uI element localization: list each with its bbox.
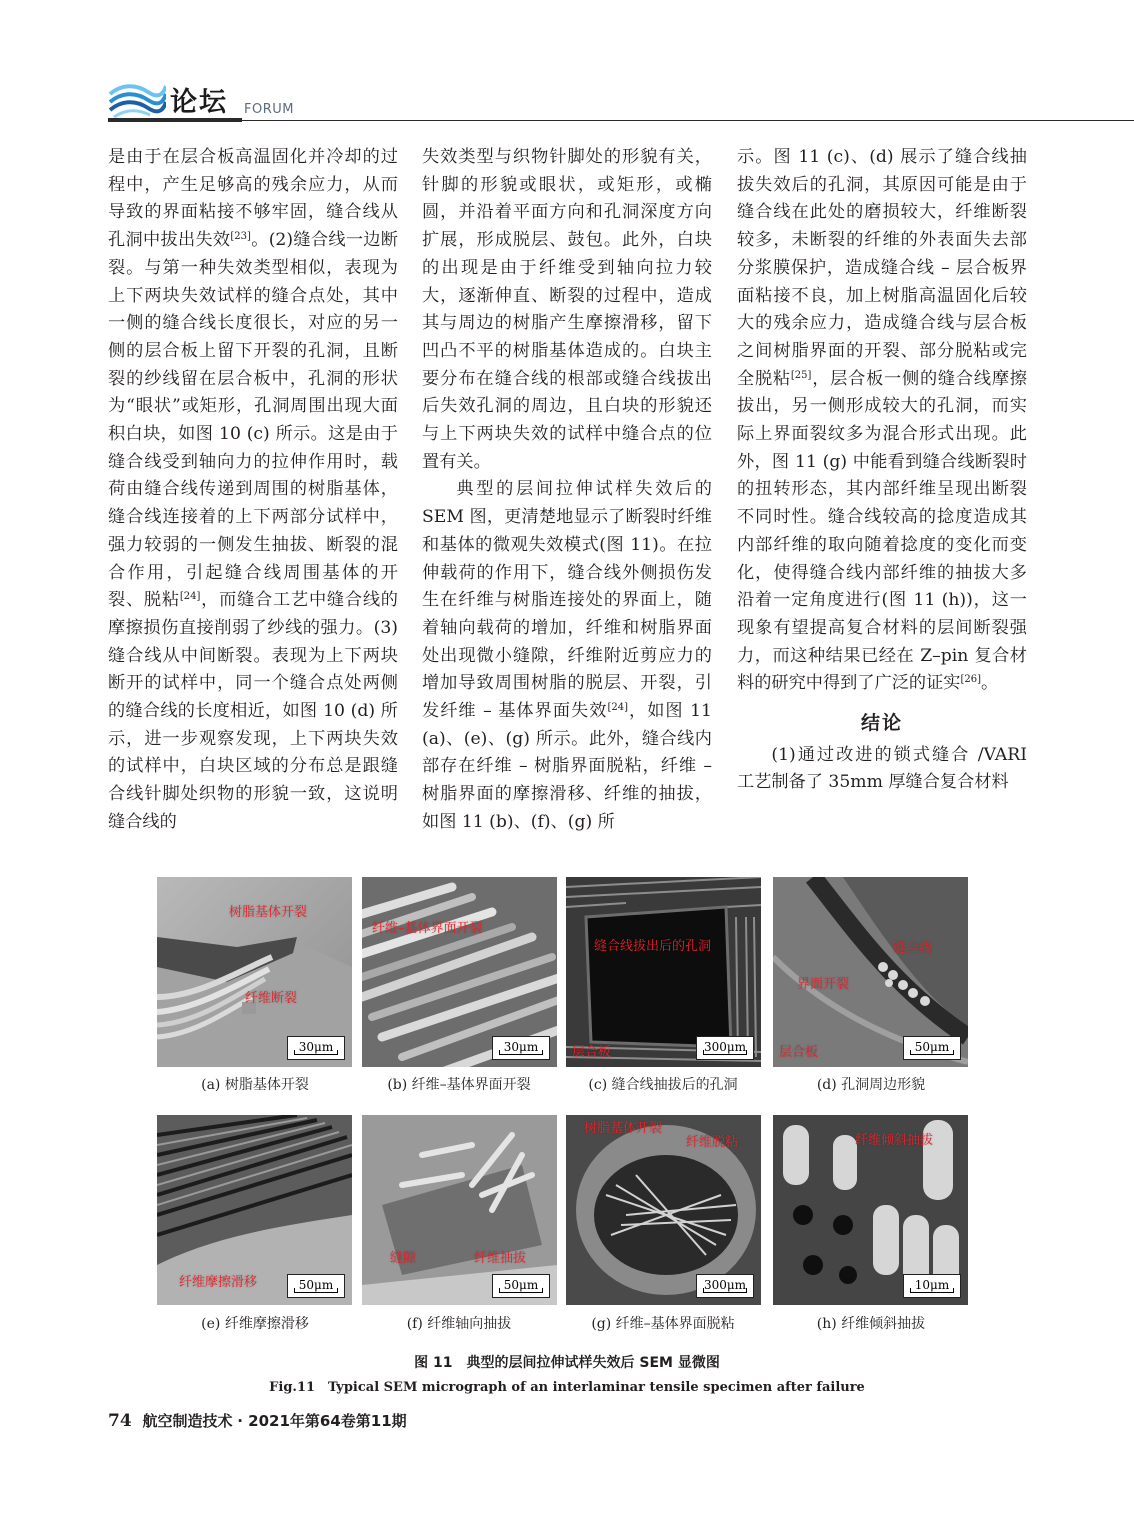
citation: [26] <box>960 674 981 686</box>
panel-caption: (b) 纤维–基体界面开裂 <box>387 1077 531 1093</box>
text-run: 。 <box>980 673 999 694</box>
page-footer <box>108 1410 407 1431</box>
panel-caption: (h) 纤维倾斜抽拔 <box>816 1316 926 1332</box>
annotation: 纤维脱粘 <box>686 1135 739 1150</box>
logo-waves-icon <box>108 80 166 120</box>
text-run: 是由于在层合板高温固化并冷却的过程中，产生足够高的残余应力，从而导致的界面粘接不够牢固，缝合线从孔洞中拔出失效 <box>108 147 398 251</box>
annotation: 缝隙 <box>390 1251 417 1266</box>
section-heading: 结论 <box>860 712 903 735</box>
sem-panel-e <box>157 1115 352 1305</box>
citation: [23] <box>230 231 251 243</box>
citation: [24] <box>179 591 201 603</box>
text-column-1 <box>108 144 398 837</box>
panel-caption: (e) 纤维摩擦滑移 <box>201 1316 309 1332</box>
annotation: 层合板 <box>779 1045 819 1060</box>
journal-issue: · 2021年第64卷第11期 <box>237 1412 407 1430</box>
text-run: 典型的层间拉伸试样失效后的 SEM 图，更清楚地显示了断裂时纤维和基体的微观失效模式(图 11)。在拉伸载荷的作用下，缝合线外侧损伤发生在纤维与树脂连接处的界面上，随着轴向载荷的增加，纤维和树脂界面处出现微小缝隙，纤维附近剪应力的增加导致周围树脂的脱层、开裂，引发纤维 – 基体界面失效 <box>422 479 712 722</box>
page-number: 74 <box>108 1411 132 1431</box>
paragraph <box>108 144 398 837</box>
paragraph: 失效类型与织物针脚处的形貌有关，针脚的形貌或眼状，或矩形，或椭圆，并沿着平面方向和孔洞深度方向扩展，形成脱层、鼓包。此外，白块的出现是由于纤维受到轴向拉力较大，逐渐伸直、断裂的过程中，造成其与周边的树脂产生摩擦滑移，留下凹凸不平的树脂基体造成的。白块主要分布在缝合线的根部或缝合线拔出后失效孔洞的周边，且白块的形貌还与上下两块失效的试样中缝合点的位置有关。 <box>422 147 712 472</box>
panel-caption: (f) 纤维轴向抽拔 <box>406 1316 512 1332</box>
annotation: 缝合线拔出后的孔洞 <box>594 939 712 954</box>
sem-panel-c <box>566 877 761 1067</box>
text-run: 示。图 11 (c)、(d) 展示了缝合线抽拔失效后的孔洞，其原因可能是由于缝合线在此处的磨损较大，纤维断裂较多，未断裂的纤维的外表面失去部分浆膜保护，造成缝合线 – 层合板界面粘接不良，加上树脂高温固化后较大的残余应力，造成缝合线与层合板之间树脂界面的开裂、部分脱粘或完全脱粘 <box>737 147 1027 389</box>
journal-name: 航空制造技术 <box>142 1412 233 1430</box>
paragraph <box>737 144 1027 698</box>
text-column-2 <box>422 144 712 837</box>
figure-title-en: Fig.11 Typical SEM micrograph of an interlaminar tensile specimen after failure <box>269 1380 865 1395</box>
scale-bar: 30μm <box>287 1036 345 1060</box>
annotation: 树脂基体开裂 <box>584 1121 663 1136</box>
page-header <box>108 74 1134 124</box>
scale-bar: 30μm <box>492 1036 550 1060</box>
section-title: 论坛 <box>170 87 228 118</box>
annotation: 纤维断裂 <box>245 991 298 1006</box>
section-subtitle: FORUM <box>244 102 294 117</box>
panel-caption: (a) 树脂基体开裂 <box>201 1077 309 1093</box>
sem-panel-f <box>362 1115 557 1305</box>
sem-panel-a <box>157 877 352 1067</box>
scale-bar: 10μm <box>903 1274 961 1298</box>
header-rule-thin <box>242 120 1134 121</box>
citation: [24] <box>607 702 628 714</box>
citation: [25] <box>790 369 812 381</box>
annotation: 界面开裂 <box>797 977 850 992</box>
annotation: 纤维–基体界面开裂 <box>372 921 483 936</box>
paragraph: (1)通过改进的锁式缝合 /VARI 工艺制备了 35mm 厚缝合复合材料 <box>737 744 1027 793</box>
annotation: 缝合线 <box>893 941 933 956</box>
panel-caption: (g) 纤维–基体界面脱粘 <box>591 1316 735 1332</box>
sem-panel-b <box>362 877 557 1067</box>
header-rule-thick <box>108 118 242 122</box>
text-run: ，层合板一侧的缝合线摩擦拔出，另一侧形成较大的孔洞，而实际上界面裂纹多为混合形式出现。此外，图 11 (g) 中能看到缝合线断裂时的扭转形态，其内部纤维呈现出断裂不同时性。缝合线较高的捻度造成其内部纤维的取向随着捻度的变化而变化，使得缝合线内部纤维的抽拔大多沿着一定角度进行(图 11 (h))，这一现象有望提高复合材料的层间断裂强力，而这种结果已经在 Z–pin 复合材料的研究中得到了广泛的证实 <box>737 368 1027 694</box>
scale-bar: 50μm <box>492 1274 550 1298</box>
text-run: ，而缝合工艺中缝合线的摩擦损伤直接削弱了纱线的强力。(3)缝合线从中间断裂。表现为上下两块断开的试样中，同一个缝合点处两侧的缝合线的长度相近，如图 10 (d) 所示，进一步观察发现，上下两块失效的试样中，白块区域的分布总是跟缝合线针脚处织物的形貌一致，这说明缝合线的 <box>108 590 398 832</box>
figure-title-zh: 图 11 典型的层间拉伸试样失效后 SEM 显微图 <box>414 1355 720 1371</box>
panel-caption: (c) 缝合线抽拔后的孔洞 <box>588 1077 738 1093</box>
annotation: 层合板 <box>572 1045 612 1060</box>
paragraph <box>422 476 712 836</box>
text-run: 。(2)缝合线一边断裂。与第一种失效类型相似，表现为上下两块失效试样的缝合点处，其中一侧的缝合线长度很长，对应的另一侧的层合板上留下开裂的孔洞，且断裂的纱线留在层合板中，孔洞的形状为“眼状”或矩形，孔洞周围出现大面积白块，如图 10 (c) 所示。这是由于缝合线受到轴向力的拉伸作用时，载荷由缝合线传递到周围的树脂基体，缝合线连接着的上下两部分试样中，强力较弱的一侧发生抽拔、断裂的混合作用，引起缝合线周围基体的开裂、脱粘 <box>108 230 398 611</box>
scale-bar: 300μm <box>696 1036 754 1060</box>
text-column-3 <box>737 144 1027 797</box>
scale-bar: 50μm <box>287 1274 345 1298</box>
sem-panel-g <box>566 1115 761 1305</box>
sem-panel-h <box>773 1115 968 1305</box>
sem-panel-d <box>773 877 968 1067</box>
scale-bar: 300μm <box>696 1274 754 1298</box>
panel-caption: (d) 孔洞周边形貌 <box>816 1077 926 1093</box>
text-run: ，如图 11 (a)、(e)、(g) 所示。此外，缝合线内部存在纤维 – 树脂界面脱粘，纤维 – 树脂界面的摩擦滑移、纤维的抽拔，如图 11 (b)、(f)、(g) 所 <box>422 701 712 832</box>
annotation: 纤维抽拔 <box>474 1251 527 1266</box>
annotation: 纤维摩擦滑移 <box>179 1275 258 1290</box>
scale-bar: 50μm <box>903 1036 961 1060</box>
annotation: 纤维倾斜抽拔 <box>855 1133 934 1148</box>
annotation: 树脂基体开裂 <box>229 905 308 920</box>
